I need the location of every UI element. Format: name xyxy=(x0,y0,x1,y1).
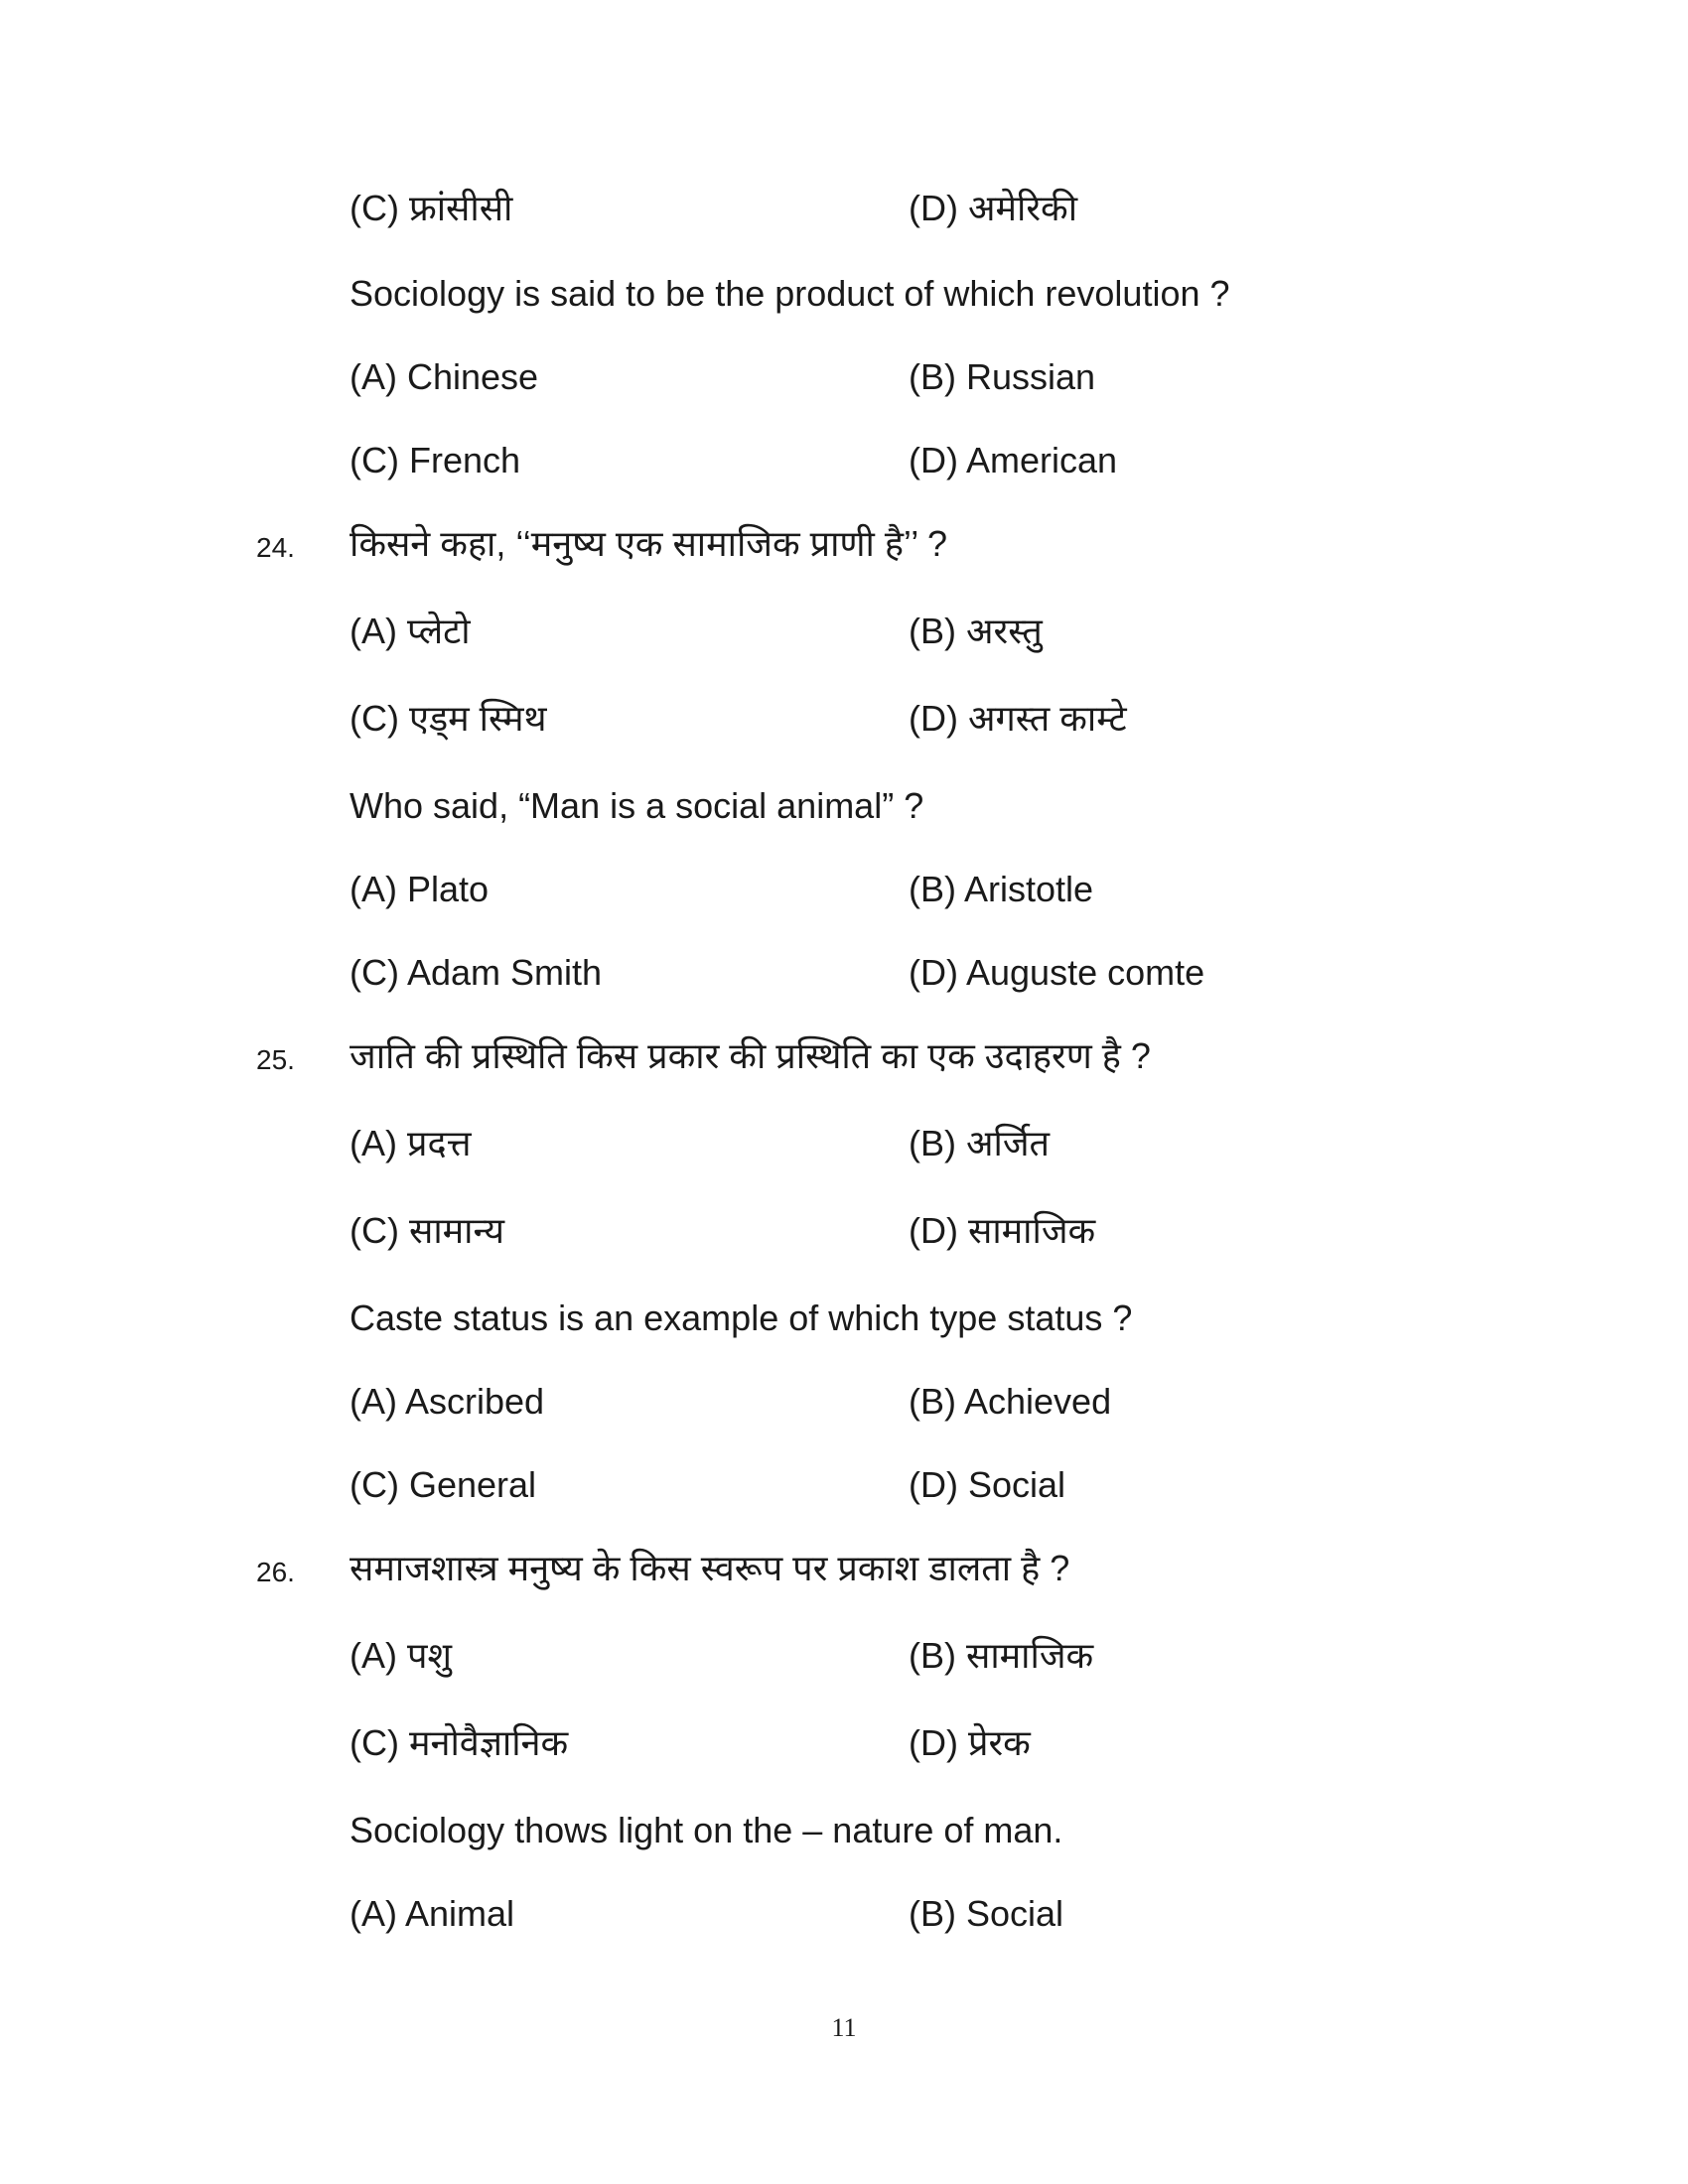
option-d-hindi: (D) अगस्त काम्टे xyxy=(909,698,1127,739)
question-24-hindi: किसने कहा, ‘‘मनुष्य एक सामाजिक प्राणी है’’ ? xyxy=(350,523,947,564)
option-c-english: (C) Adam Smith xyxy=(350,952,603,993)
option-b-hindi: (B) अरस्तु xyxy=(909,611,1043,651)
option-d-english: (D) Auguste comte xyxy=(909,952,1205,993)
option-b-hindi: (B) सामाजिक xyxy=(909,1635,1094,1676)
option-d-hindi: (D) प्रेरक xyxy=(909,1722,1031,1763)
question-26-english: Sociology thows light on the – nature of man. xyxy=(350,1810,1063,1850)
option-c-hindi: (C) एड्म स्मिथ xyxy=(350,698,547,739)
question-24-english: Who said, “Man is a social animal” ? xyxy=(350,785,924,826)
page-number: 11 xyxy=(831,2013,857,2042)
option-d-english: (D) Social xyxy=(909,1464,1066,1505)
question-number: 26. xyxy=(256,1557,295,1587)
question-25-english: Caste status is an example of which type status ? xyxy=(350,1297,1133,1338)
option-d-english: (D) American xyxy=(909,440,1118,480)
option-a-hindi: (A) प्लेटो xyxy=(350,611,471,651)
option-c-hindi: (C) फ्रांसीसी xyxy=(350,188,513,228)
question-26-hindi: समाजशास्त्र मनुष्य के किस स्वरूप पर प्रकाश डालता है ? xyxy=(350,1548,1070,1588)
option-c-english: (C) General xyxy=(350,1464,537,1505)
option-a-hindi: (A) पशु xyxy=(350,1635,452,1676)
option-a-english: (A) Animal xyxy=(350,1893,515,1934)
option-b-english: (B) Russian xyxy=(909,356,1096,397)
question-number: 25. xyxy=(256,1044,295,1075)
option-a-english: (A) Plato xyxy=(350,869,490,909)
option-c-hindi: (C) सामान्य xyxy=(350,1210,504,1251)
question-25-hindi: जाति की प्रस्थिति किस प्रकार की प्रस्थिति का एक उदाहरण है ? xyxy=(350,1035,1151,1076)
option-c-hindi: (C) मनोवैज्ञानिक xyxy=(350,1722,569,1763)
option-b-hindi: (B) अर्जित xyxy=(909,1123,1051,1163)
option-c-english: (C) French xyxy=(350,440,521,480)
option-b-english: (B) Achieved xyxy=(909,1381,1112,1422)
option-a-english: (A) Chinese xyxy=(350,356,539,397)
question-number: 24. xyxy=(256,532,295,563)
option-b-english: (B) Social xyxy=(909,1893,1064,1934)
option-d-hindi: (D) सामाजिक xyxy=(909,1210,1096,1251)
option-b-english: (B) Aristotle xyxy=(909,869,1094,909)
option-d-hindi: (D) अमेरिकी xyxy=(909,188,1078,228)
option-a-english: (A) Ascribed xyxy=(350,1381,545,1422)
question-23-english: Sociology is said to be the product of which revolution ? xyxy=(350,273,1230,314)
option-a-hindi: (A) प्रदत्त xyxy=(350,1123,472,1163)
